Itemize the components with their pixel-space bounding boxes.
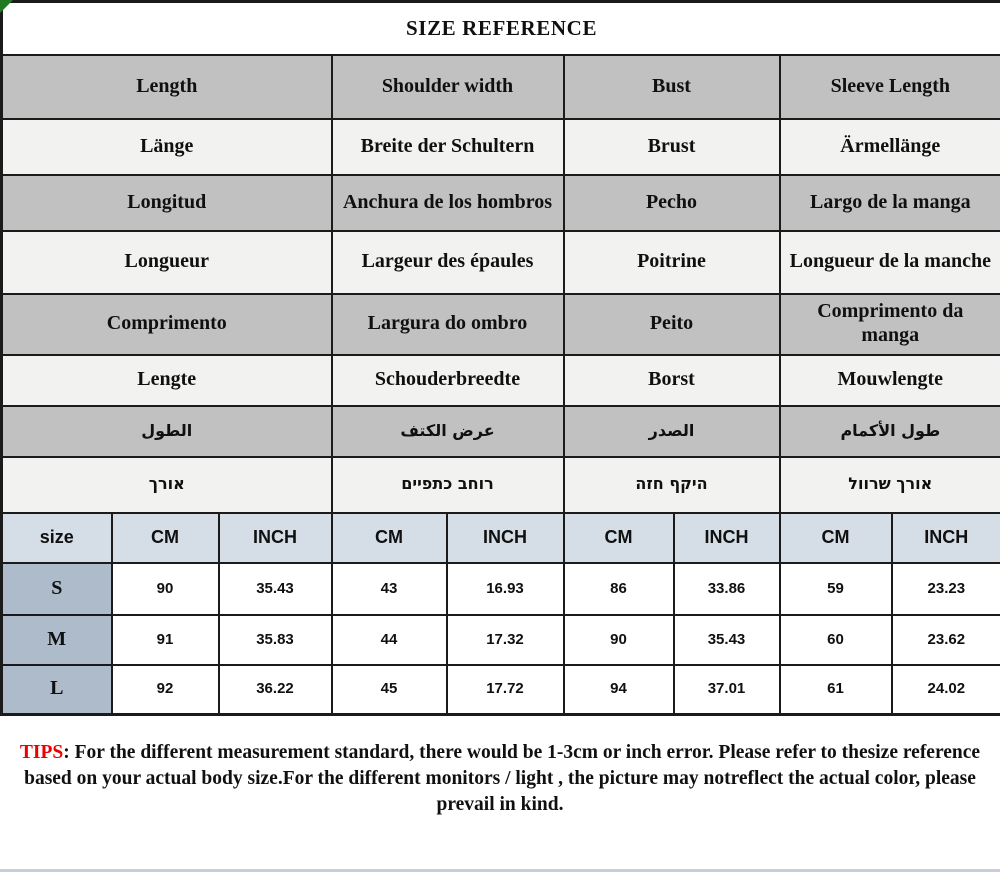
header-row-french <box>2 231 1000 294</box>
value-cell: 17.72 <box>447 665 564 715</box>
header-cell: Bust <box>564 55 780 119</box>
value-cell: 45 <box>332 665 447 715</box>
header-cell: Schouderbreedte <box>332 355 564 406</box>
column-header-size: size <box>2 513 112 563</box>
value-cell: 59 <box>780 563 892 615</box>
page-title: SIZE REFERENCE <box>2 2 1000 55</box>
header-cell: Comprimento <box>2 294 332 355</box>
value-cell: 60 <box>780 615 892 665</box>
tips-note <box>0 716 1000 818</box>
header-cell: רוחב כתפיים <box>332 457 564 513</box>
header-cell: Breite der Schultern <box>332 119 564 175</box>
header-row-dutch <box>2 355 1000 406</box>
value-cell: 35.43 <box>219 563 332 615</box>
value-cell: 61 <box>780 665 892 715</box>
value-cell: 44 <box>332 615 447 665</box>
value-cell: 92 <box>112 665 219 715</box>
header-row-portuguese <box>2 294 1000 355</box>
value-cell: 35.83 <box>219 615 332 665</box>
corner-marker-icon <box>0 0 13 13</box>
header-cell: Ärmellänge <box>780 119 1000 175</box>
header-row-english <box>2 55 1000 119</box>
tips-text: : For the different measurement standard, there would be 1-3cm or inch error. Please refer to thesize reference based on your actual body size.For the different monitors / light , the picture may notreflect the actual color, please prevail in kind. <box>24 742 981 816</box>
title-row <box>2 2 1000 55</box>
value-cell: 37.01 <box>674 665 780 715</box>
header-cell: Comprimento da manga <box>780 294 1000 355</box>
header-cell: Longueur <box>2 231 332 294</box>
header-cell: Poitrine <box>564 231 780 294</box>
column-header-inch: INCH <box>447 513 564 563</box>
value-cell: 90 <box>112 563 219 615</box>
value-cell: 94 <box>564 665 674 715</box>
size-label-cell: M <box>2 615 112 665</box>
header-cell: Pecho <box>564 175 780 231</box>
header-cell: Shoulder width <box>332 55 564 119</box>
header-row-german <box>2 119 1000 175</box>
header-cell: الصدر <box>564 406 780 457</box>
column-header-cm: CM <box>780 513 892 563</box>
header-cell: Longueur de la manche <box>780 231 1000 294</box>
value-cell: 33.86 <box>674 563 780 615</box>
header-cell: Mouwlengte <box>780 355 1000 406</box>
value-cell: 16.93 <box>447 563 564 615</box>
header-cell: الطول <box>2 406 332 457</box>
value-cell: 86 <box>564 563 674 615</box>
column-header-inch: INCH <box>219 513 332 563</box>
header-row-arabic <box>2 406 1000 457</box>
measure-header-row <box>2 513 1000 563</box>
header-cell: Anchura de los hombros <box>332 175 564 231</box>
header-cell: אורך <box>2 457 332 513</box>
header-cell: Largura do ombro <box>332 294 564 355</box>
header-cell: Peito <box>564 294 780 355</box>
value-cell: 36.22 <box>219 665 332 715</box>
column-header-cm: CM <box>564 513 674 563</box>
header-cell: היקף חזה <box>564 457 780 513</box>
value-cell: 90 <box>564 615 674 665</box>
header-cell: عرض الكتف <box>332 406 564 457</box>
header-cell: Lengte <box>2 355 332 406</box>
tips-label: TIPS <box>19 742 64 763</box>
header-cell: طول الأكمام <box>780 406 1000 457</box>
header-cell: אורך שרוול <box>780 457 1000 513</box>
header-cell: Länge <box>2 119 332 175</box>
value-cell: 24.02 <box>892 665 1000 715</box>
value-cell: 23.62 <box>892 615 1000 665</box>
size-row-s <box>2 563 1000 615</box>
column-header-cm: CM <box>112 513 219 563</box>
header-cell: Brust <box>564 119 780 175</box>
value-cell: 23.23 <box>892 563 1000 615</box>
size-label-cell: S <box>2 563 112 615</box>
header-cell: Length <box>2 55 332 119</box>
header-row-hebrew <box>2 457 1000 513</box>
value-cell: 35.43 <box>674 615 780 665</box>
size-row-m <box>2 615 1000 665</box>
size-label-cell: L <box>2 665 112 715</box>
column-header-inch: INCH <box>674 513 780 563</box>
header-cell: Sleeve Length <box>780 55 1000 119</box>
size-row-l <box>2 665 1000 715</box>
header-cell: Longitud <box>2 175 332 231</box>
column-header-inch: INCH <box>892 513 1000 563</box>
value-cell: 17.32 <box>447 615 564 665</box>
column-header-cm: CM <box>332 513 447 563</box>
header-cell: Borst <box>564 355 780 406</box>
header-cell: Largeur des épaules <box>332 231 564 294</box>
header-row-spanish <box>2 175 1000 231</box>
value-cell: 91 <box>112 615 219 665</box>
header-cell: Largo de la manga <box>780 175 1000 231</box>
value-cell: 43 <box>332 563 447 615</box>
